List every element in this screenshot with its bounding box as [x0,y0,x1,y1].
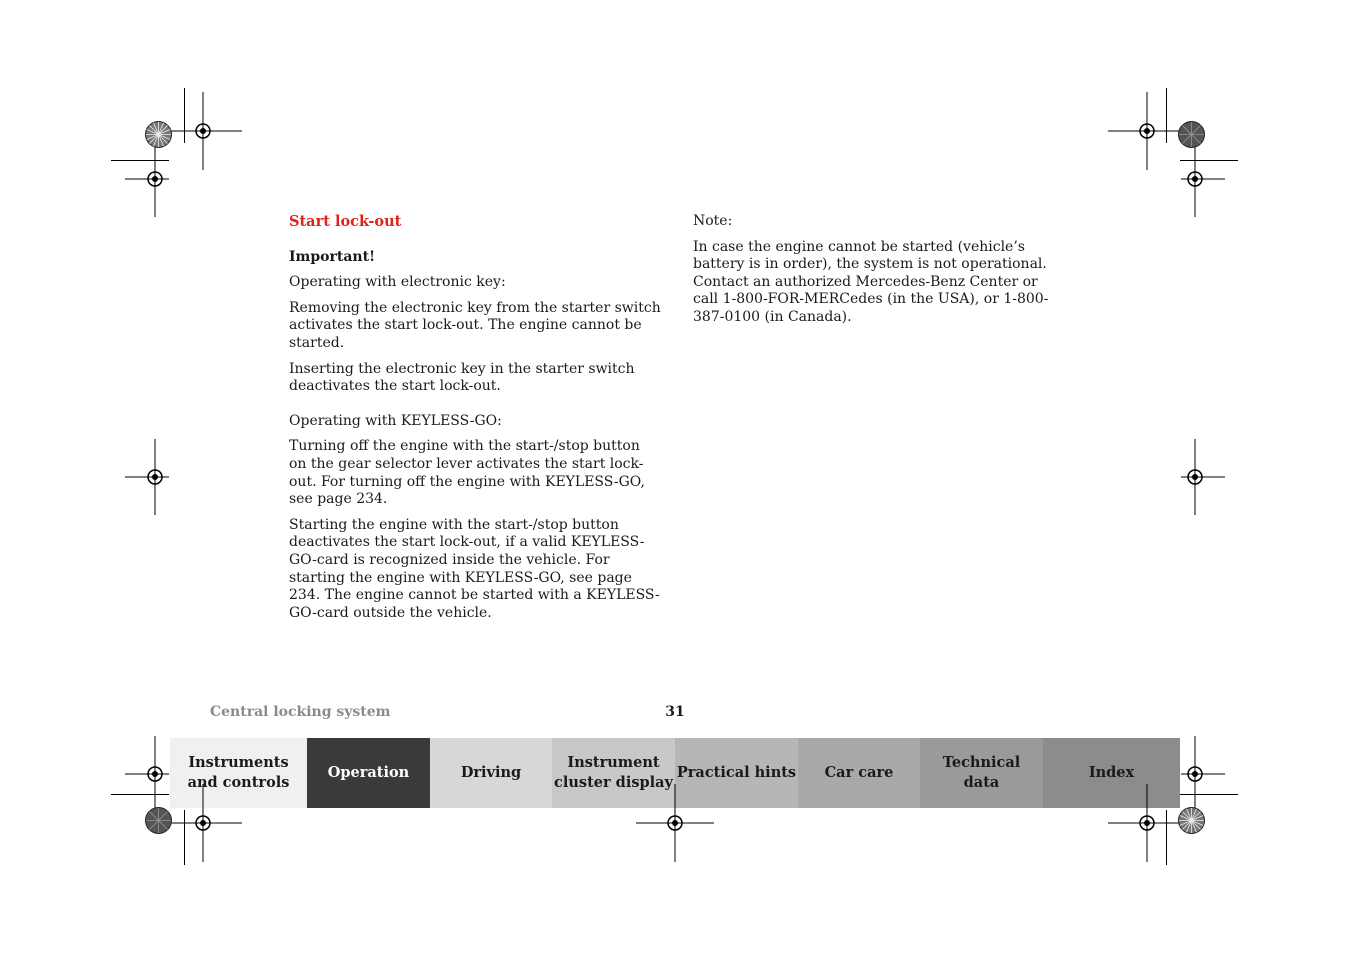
page-number: 31 [665,704,685,720]
tab-label: Instrument cluster display [554,754,673,791]
electronic-key-intro: Operating with electronic key: [289,274,506,291]
registration-crosshair-icon [1108,784,1186,862]
tab-operation[interactable] [307,738,430,808]
electronic-key-paragraph-1: Removing the electronic key from the starter switch activates the start lock-out. The engine cannot be started. [289,299,661,351]
section-heading: Start lock-out [289,213,402,230]
electronic-key-paragraph-2: Inserting the electronic key in the starter switch deactivates the start lock-out. [289,360,635,395]
footer-section-title: Central locking system [210,704,391,720]
tab-label: Index [1088,764,1135,781]
registration-rosette-icon [145,807,172,834]
tab-label: Instruments and controls [187,754,290,791]
left-column [289,213,661,622]
tab-label: Operation [327,764,410,781]
keyless-paragraph-1: Turning off the engine with the start-/stop button on the gear selector lever activates the start lock-out. For turning off the engine with KEYLESS-GO, see page 234. [289,438,645,508]
registration-crosshair-icon [125,439,185,515]
right-column [693,213,1065,327]
note-text: In case the engine cannot be started (vehicle’s battery is in order), the system is not operational. Contact an authorized Mercedes-Benz Center or call 1-800-FOR-MERCedes (in the USA), or 1-800-387-0100 (in Canada). [693,238,1049,325]
tab-label: Technical data [942,754,1021,791]
important-label: Important! [289,248,376,265]
tab-label: Driving [460,764,522,781]
registration-crosshair-icon [1165,141,1225,217]
registration-crosshair-icon [164,784,242,862]
keyless-paragraph-2: Starting the engine with the start-/stop button deactivates the start lock-out, if a valid KEYLESS-GO-card is recognized inside the vehicle. For starting the engine with KEYLESS-GO, see page 234. The engine cannot be started with a KEYLESS-GO-card outside the vehicle. [289,516,660,621]
tab-label: Practical hints [676,764,797,781]
registration-crosshair-icon [1165,439,1225,515]
tab-driving[interactable] [430,738,552,808]
registration-rosette-icon [1178,121,1205,148]
registration-crosshair-icon [125,141,185,217]
registration-rosette-icon [145,121,172,148]
tab-label: Car care [824,764,894,781]
tab-car-care[interactable] [798,738,920,808]
registration-crosshair-icon [636,784,714,862]
note-label: Note: [693,213,733,229]
tab-technical-data[interactable] [920,738,1043,808]
registration-rosette-icon [1178,807,1205,834]
keyless-intro: Operating with KEYLESS-GO: [289,412,502,429]
